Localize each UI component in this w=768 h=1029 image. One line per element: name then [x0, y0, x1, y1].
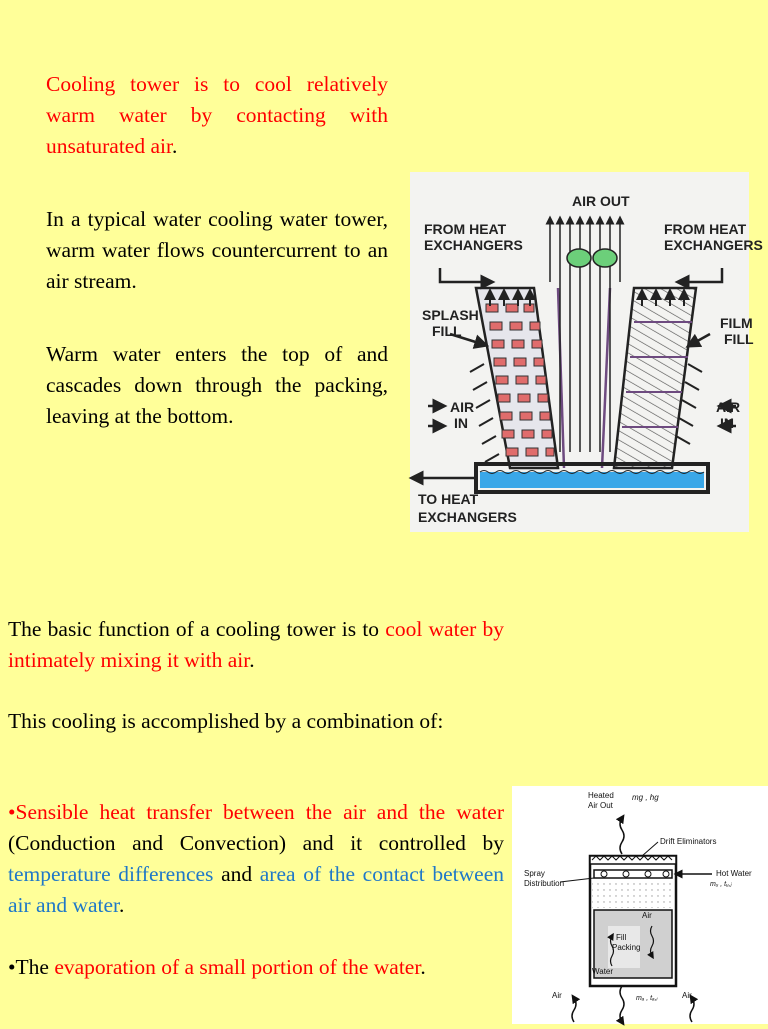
bullet-marker-2: •: [8, 955, 16, 979]
inner-air-label: Air: [642, 911, 652, 920]
cooling-tower-svg: [410, 172, 763, 532]
drift-eliminators-label: Drift Eliminators: [660, 837, 717, 846]
ma-ta-label: mₐ , tₐ,ᵢ: [636, 995, 658, 1002]
fill-packing-label-2: Packing: [612, 943, 641, 952]
air-in-left-label-1: AIR: [450, 399, 475, 415]
combination-paragraph: This cooling is accomplished by a combination of:: [8, 709, 444, 733]
air-in-right-label-2: IN: [720, 415, 734, 431]
from-heat-right-label-2: EXCHANGERS: [664, 237, 763, 253]
bullet-evaporation: [8, 952, 504, 983]
air-out-label: AIR OUT: [572, 193, 630, 209]
mw-tw-label: mᵤ , tᵤ,ⱼ: [710, 881, 732, 888]
intro-1-highlight: Cooling tower is to cool relatively warm water by contacting with unsaturated air: [46, 72, 388, 158]
film-fill-label-2: FILL: [724, 331, 754, 347]
sensible-heat-and: and: [213, 862, 260, 886]
sensible-heat-mid: (Conduction and Convection) and it controlled by: [8, 831, 504, 855]
evaporation-end: .: [420, 955, 426, 979]
bullet-sensible-heat: [8, 797, 504, 921]
counterflow-tower-svg: [512, 786, 768, 1024]
contact-area-highlight: area of the contact between air and water: [8, 862, 505, 917]
air-in-left-label-2: IN: [454, 415, 468, 431]
evaporation-highlight: evaporation of a small portion of the water: [54, 955, 421, 979]
intro-1-end: .: [171, 134, 178, 158]
intro-paragraph-2: In a typical water cooling water tower, warm water flows countercurrent to an air stream.: [46, 207, 388, 293]
heated-air-label-2: Air Out: [588, 801, 613, 810]
cooling-tower-diagram: [410, 172, 763, 532]
bullet-marker: •: [8, 800, 16, 824]
fan-icon: [567, 249, 617, 267]
splash-fill-label-2: FILL: [432, 323, 462, 339]
water-label: Water: [592, 967, 614, 976]
counterflow-tower-diagram: [512, 786, 768, 1024]
basic-function-text: The basic function of a cooling tower is to: [8, 617, 386, 641]
intro-paragraph-3: Warm water enters the top of and cascades down through the packing, leaving at the bottom.: [46, 342, 388, 428]
spray-distribution-label-1: Spray: [524, 869, 545, 878]
intro-paragraph-1: [46, 69, 388, 162]
basic-function-end: .: [249, 648, 255, 672]
spray-distribution-label-2: Distribution: [524, 879, 565, 888]
heated-air-label-1: Heated: [588, 791, 614, 800]
from-heat-right-label-1: FROM HEAT: [664, 221, 747, 237]
to-heat-label-1: TO HEAT: [418, 491, 479, 507]
temperature-differences-highlight: temperature differences: [8, 862, 214, 886]
basic-function-highlight: cool water by intimately mixing it with air: [8, 617, 504, 672]
basic-function-paragraph: [8, 614, 504, 676]
fill-packing-label-1: Fill: [616, 933, 627, 942]
evaporation-the: The: [15, 955, 55, 979]
air-in-right-label-1: AIR: [716, 399, 741, 415]
to-heat-label-2: EXCHANGERS: [418, 509, 517, 525]
from-heat-left-label-2: EXCHANGERS: [424, 237, 523, 253]
hot-water-label: Hot Water: [716, 869, 752, 878]
from-heat-left-label-1: FROM HEAT: [424, 221, 507, 237]
mg-hg-label: mɡ , hɡ: [632, 793, 659, 802]
air-right-label: Air: [682, 991, 692, 1000]
sensible-heat-highlight: Sensible heat transfer between the air and the water: [15, 800, 504, 824]
film-fill-label-1: FILM: [720, 315, 753, 331]
air-left-label: Air: [552, 991, 562, 1000]
splash-fill-label-1: SPLASH: [422, 307, 479, 323]
sensible-heat-end: .: [119, 893, 125, 917]
